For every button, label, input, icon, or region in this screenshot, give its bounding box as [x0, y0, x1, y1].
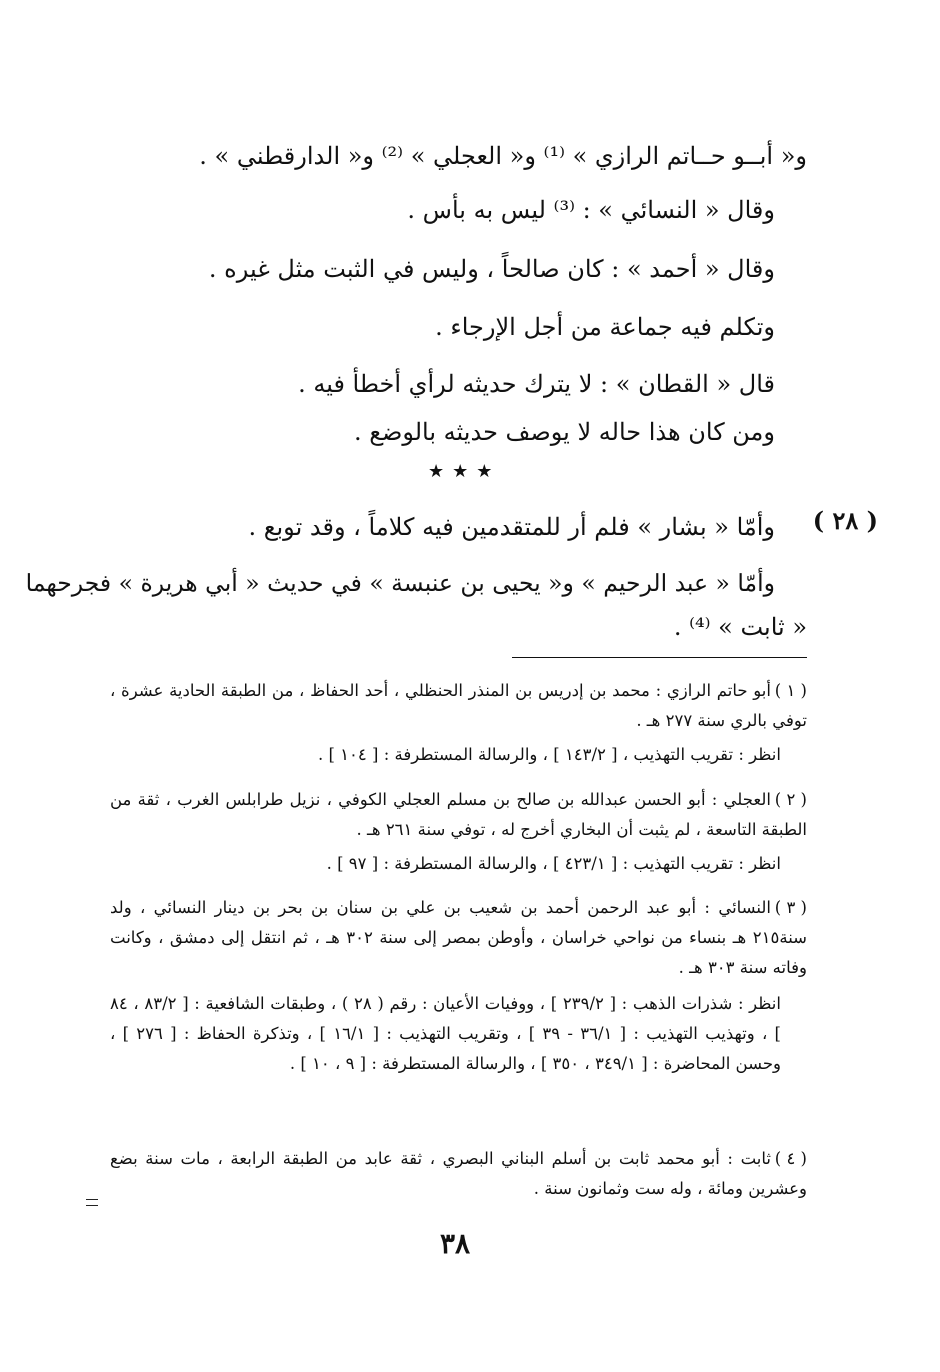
footnote-number: ( ١ )	[774, 681, 807, 700]
text-line: وقال « أحمد » : كان صالحاً ، وليس في الثبت مثل غيره .	[208, 255, 775, 283]
text-line: وأمّا « عبد الرحيم » و« يحيى بن عنبسة » في حديث « أبي هريرة » فجرحهما	[25, 569, 775, 597]
footnote-text: النسائي : أبو عبد الرحمن أحمد بن شعيب بن علي بن سنان بن بحر بن دينار النسائي ، ولد سنة٢١٥ هـ بنساء من نواحي خراسان ، وأوطن بمصر إلى سنة ٣٠٢ هـ ، ثم انتقل إلى دمشق ، وكانت وفاته سنة ٣٠٣ هـ .	[110, 898, 807, 977]
footnote-2	[110, 785, 807, 879]
margin-mark	[86, 1199, 98, 1206]
text-line: وقال « النسائي » : ⁽³⁾ ليس به بأس .	[407, 196, 775, 224]
footnote-number: ( ٤ )	[774, 1149, 807, 1168]
text-line: ومن كان هذا حاله لا يوصف حديثه بالوضع .	[353, 418, 775, 446]
footnote-number: ( ٢ )	[774, 790, 807, 809]
footnote-reference: انظر : شذرات الذهب : [ ٢٣٩/٢ ] ، ووفيات الأعيان : رقم ( ٢٨ ) ، وطبقات الشافعية : [ ٨٣/٢ ، ٨٤ ] ، وتهذيب التهذيب : [ ٣٦/١ - ٣٩ ] ، وتقريب التهذيب : [ ١٦/١ ] ، وتذكرة الحفاظ : [ ٢٧٦ ] ، وحسن المحاضرة : [ ٣٤٩/١ ، ٣٥٠ ] ، والرسالة المستطرفة : [ ٩ ، ١٠ ] .	[110, 994, 781, 1073]
text-line: و« أبــو حــاتم الرازي » ⁽¹⁾ و« العجلي » ⁽²⁾ و« الدارقطني » .	[199, 142, 807, 170]
footnote-reference: انظر : تقريب التهذيب : [ ٤٢٣/١ ] ، والرسالة المستطرفة : [ ٩٧ ] .	[326, 854, 781, 873]
text-line: وتكلم فيه جماعة من أجل الإرجاء .	[435, 313, 775, 341]
footnote-4	[110, 1144, 807, 1204]
entry-number: ( ٢٨ )	[812, 506, 878, 535]
section-separator-stars: ★★★	[428, 461, 501, 482]
text-line: وأمّا « بشار » فلم أر للمتقدمين فيه كلاماً ، وقد توبع .	[248, 513, 775, 541]
text-line: « ثابت » ⁽⁴⁾ .	[673, 613, 807, 641]
footnote-separator	[512, 657, 807, 658]
footnote-text: ثابت : أبو محمد ثابت بن أسلم البناني البصري ، ثقة عابد من الطبقة الرابعة ، مات سنة بضع وعشرين ومائة ، وله ست وثمانون سنة .	[110, 1149, 807, 1198]
footnote-1	[110, 676, 807, 770]
footnote-number: ( ٣ )	[774, 898, 807, 917]
page-number: ٣٨	[440, 1227, 471, 1260]
footnote-text: أبو حاتم الرازي : محمد بن إدريس بن المنذر الحنظلي ، أحد الحفاظ ، من الطبقة الحادية عشرة ، توفي بالري سنة ٢٧٧ هـ .	[110, 681, 807, 730]
footnote-text: العجلي : أبو الحسن عبدالله بن صالح بن مسلم العجلي الكوفي ، نزيل طرابلس الغرب ، ثقة من الطبقة التاسعة ، لم يثبت أن البخاري أخرج له ، توفي سنة ٢٦١ هـ .	[110, 790, 807, 839]
footnote-3	[110, 893, 807, 1079]
footnote-reference: انظر : تقريب التهذيب ، [ ١٤٣/٢ ] ، والرسالة المستطرفة : [ ١٠٤ ] .	[318, 745, 781, 764]
text-line: قال « القطان » : لا يترك حديثه لرأي أخطأ فيه .	[298, 370, 775, 398]
